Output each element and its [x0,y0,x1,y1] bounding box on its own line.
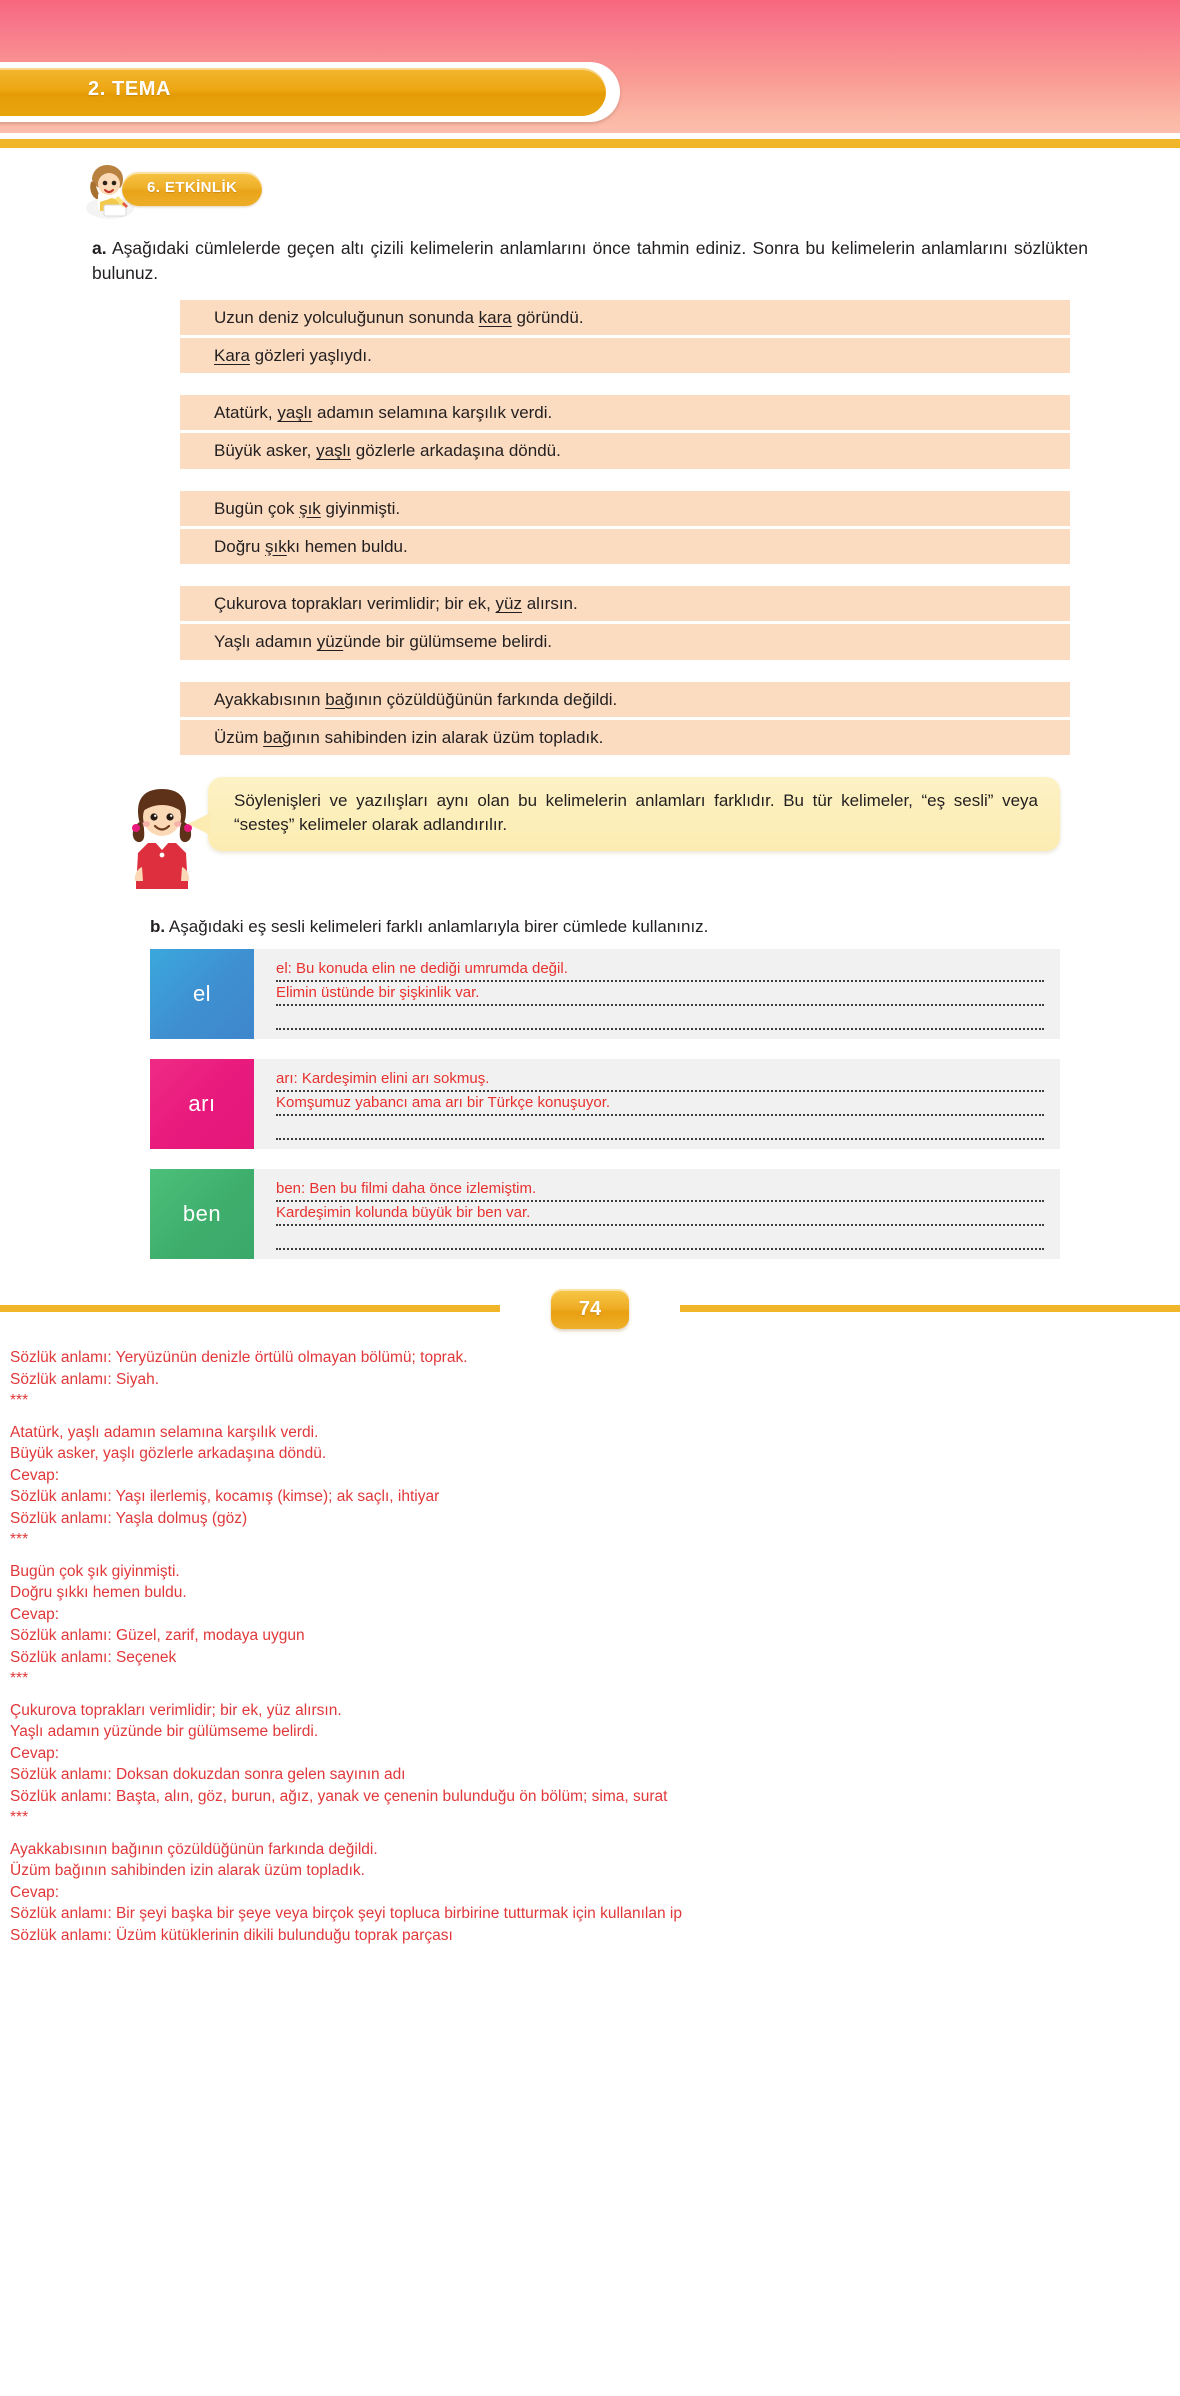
sentence-suffix: gözleri yaşlıydı. [249,345,372,365]
instruction-b-label: b. [150,917,166,937]
girl-character-icon [118,781,206,893]
word-exercise-list [0,949,1180,1259]
answer-key-gap [10,1690,1180,1700]
answer-key-gap [10,1551,1180,1561]
sentence-row [180,300,1070,335]
sentence-suffix: ının çözüldüğünün farkında değildi. [353,689,618,709]
sentence-suffix: ının sahibinden izin alarak üzüm topladık. [291,727,604,747]
answer-key-line: Sözlük anlamı: Seçenek [10,1648,177,1666]
theme-banner [0,0,1180,148]
instruction-a-text: Aşağıdaki cümlelerde geçen altı çizili kelimelerin anlamlarını önce tahmin ediniz. Sonra bu kelimelerin anlamlarını sözlükten bulunuz. [92,238,1088,283]
underlined-word: şık [265,536,287,556]
sentence-group [0,682,1180,756]
answer-key-line: Yaşlı adamın yüzünde bir gülümseme belirdi. [10,1723,319,1741]
answer-key-line: Cevap: [10,1605,60,1623]
sentence-group [0,586,1180,660]
answer-key-line: Ayakkabısının bağının çözüldüğünün farkında değildi. [10,1840,378,1858]
underlined-word: şık [299,498,321,518]
word-chip-label: el [192,981,212,1007]
sentence-row [180,529,1070,564]
sentence-prefix: Yaşlı adamın [214,632,317,652]
sentence-prefix: Doğru [214,536,266,556]
answer-lines[interactable] [254,1169,1060,1259]
answer-line[interactable]: arı: Kardeşimin elini arı sokmuş. [276,1068,1044,1092]
word-exercise-row [150,949,1060,1039]
answer-key-gap [10,1829,1180,1839]
sentence-prefix: Büyük asker, [214,441,317,461]
sentence-row [180,338,1070,373]
sentence-prefix: Çukurova toprakları verimlidir; bir ek, [214,594,496,614]
answer-line[interactable]: Kardeşimin kolunda büyük bir ben var. [276,1202,1044,1226]
sentence-suffix: alırsın. [522,594,578,614]
word-chip-label: arı [188,1091,216,1117]
answer-key-line: *** [10,1809,29,1827]
theme-title: 2. TEMA [88,78,172,100]
activity-badge-label: 6. ETKİNLİK [147,179,238,196]
info-bubble [208,777,1060,851]
answer-key-line: *** [10,1670,29,1688]
page-number: 74 [551,1289,629,1329]
answer-key-line: Üzüm bağının sahibinden izin alarak üzüm topladık. [10,1862,365,1880]
info-bubble-text: Söylenişleri ve yazılışları aynı olan bu kelimelerin anlamları farklıdır. Bu tür kelimeler, “eş sesli” veya “sesteş” kelimeler olarak adlandırılır. [234,791,1038,835]
answer-key-line: Sözlük anlamı: Güzel, zarif, modaya uygun [10,1627,305,1645]
sentence-row [180,586,1070,621]
sentence-prefix: Üzüm [214,727,264,747]
answer-key-line: Büyük asker, yaşlı gözlerle arkadaşına döndü. [10,1445,327,1463]
answer-line[interactable] [276,1226,1044,1250]
underlined-word: yaşlı [277,403,313,423]
answer-line[interactable]: Elimin üstünde bir şişkinlik var. [276,982,1044,1006]
instruction-b [150,917,1088,937]
answer-key-line: Sözlük anlamı: Bir şeyi başka bir şeye veya birçok şeyi topluca birbirine tutturmak için kullanılan ip [10,1905,682,1923]
info-callout [0,777,1180,895]
sentence-suffix: giyinmişti. [320,498,401,518]
activity-header [0,166,1180,228]
sentence-row [180,720,1070,755]
sentence-group [0,300,1180,374]
sentence-row [180,395,1070,430]
answer-line[interactable]: Komşumuz yabancı ama arı bir Türkçe konuşuyor. [276,1092,1044,1116]
page-footer [0,1279,1180,1333]
sentence-suffix: ünde bir gülümseme belirdi. [343,632,552,652]
sentence-group [0,491,1180,565]
page-content [0,166,1180,1946]
answer-key [10,1347,1180,1946]
answer-key-line: Sözlük anlamı: Başta, alın, göz, burun, ağız, yanak ve çenenin bulunduğu ön bölüm; sima, surat [10,1787,668,1805]
underlined-word: kara [478,307,512,327]
underlined-word: bağ [325,689,354,709]
underlined-word: yüz [495,594,522,614]
word-exercise-row [150,1059,1060,1149]
answer-lines[interactable] [254,1059,1060,1149]
word-chip [150,1059,254,1149]
answer-key-line: *** [10,1531,29,1549]
answer-line[interactable]: el: Bu konuda elin ne dediği umrumda değil. [276,958,1044,982]
answer-key-line: Sözlük anlamı: Siyah. [10,1370,160,1388]
sentence-row [180,624,1070,659]
underlined-word: yaşlı [316,441,352,461]
word-chip-label: ben [182,1201,222,1227]
word-chip [150,1169,254,1259]
answer-line[interactable] [276,1116,1044,1140]
answer-key-line: Sözlük anlamı: Yaşı ilerlemiş, kocamış (kimse); ak saçlı, ihtiyar [10,1488,440,1506]
answer-key-line: Sözlük anlamı: Üzüm kütüklerinin dikili bulunduğu toprak parçası [10,1926,453,1944]
word-exercise-row [150,1169,1060,1259]
answer-key-line: Sözlük anlamı: Yeryüzünün denizle örtülü olmayan bölümü; toprak. [10,1349,468,1367]
underlined-word: yüz [316,632,344,652]
sentence-row [180,433,1070,468]
answer-line[interactable]: ben: Ben bu filmi daha önce izlemiştim. [276,1178,1044,1202]
banner-yellow-stripe [0,139,1180,148]
underlined-word: bağ [263,727,292,747]
sentence-prefix: Uzun deniz yolculuğunun sonunda [214,307,479,327]
sentence-suffix: kı hemen buldu. [286,536,408,556]
answer-key-line: Atatürk, yaşlı adamın selamına karşılık verdi. [10,1423,319,1441]
sentence-prefix: Ayakkabısının [214,689,326,709]
answer-line[interactable] [276,1006,1044,1030]
answer-key-gap [10,1412,1180,1422]
answer-key-line: Bugün çok şık giyinmişti. [10,1562,180,1580]
answer-key-line: Sözlük anlamı: Yaşla dolmuş (göz) [10,1509,248,1527]
footer-rule-right [680,1305,1180,1312]
answer-key-line: Doğru şıkkı hemen buldu. [10,1584,187,1602]
sentence-prefix: Atatürk, [214,403,278,423]
underlined-word: Kara [214,345,250,365]
answer-key-line: *** [10,1392,29,1410]
answer-key-line: Çukurova toprakları verimlidir; bir ek, yüz alırsın. [10,1701,342,1719]
sentence-row [180,682,1070,717]
answer-lines[interactable] [254,949,1060,1039]
sentence-suffix: adamın selamına karşılık verdi. [312,403,553,423]
answer-key-line: Cevap: [10,1883,60,1901]
sentence-suffix: göründü. [511,307,584,327]
sentence-group [0,395,1180,469]
sentence-groups [0,300,1180,756]
answer-key-line: Cevap: [10,1744,60,1762]
sentence-row [180,491,1070,526]
sentence-prefix: Bugün çok [214,498,300,518]
instruction-b-text: Aşağıdaki eş sesli kelimeleri farklı anlamlarıyla birer cümlede kullanınız. [168,917,709,937]
answer-key-line: Sözlük anlamı: Doksan dokuzdan sonra gelen sayının adı [10,1766,406,1784]
instruction-a [92,236,1088,286]
answer-key-line: Cevap: [10,1466,60,1484]
instruction-a-label: a. [92,238,107,258]
sentence-suffix: gözlerle arkadaşına döndü. [351,441,561,461]
footer-rule-left [0,1305,500,1312]
word-chip [150,949,254,1039]
